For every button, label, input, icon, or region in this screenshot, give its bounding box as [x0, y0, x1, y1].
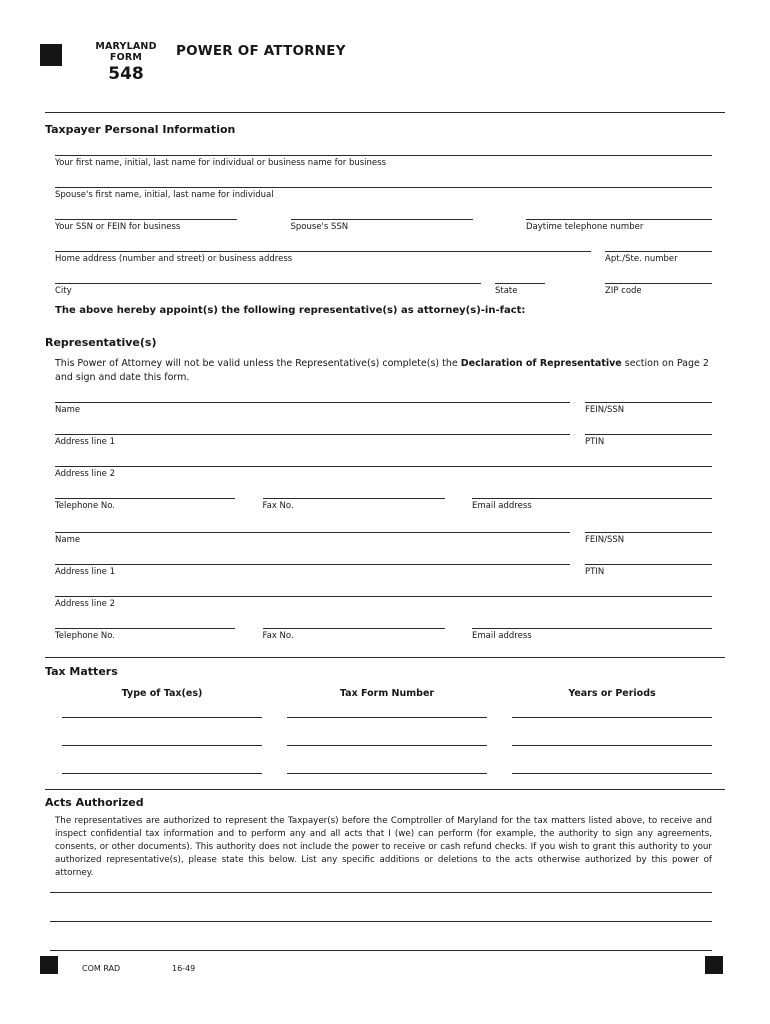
city-field[interactable]	[55, 283, 481, 296]
spouse-name-field[interactable]	[55, 187, 712, 200]
tax-form-number-field-1[interactable]	[287, 717, 487, 718]
tax-type-field-1[interactable]	[62, 717, 262, 718]
apt-number-field[interactable]	[605, 251, 712, 264]
form-word-label: FORM	[109, 51, 143, 63]
years-periods-field-1[interactable]	[512, 717, 712, 718]
field-label: Email address	[472, 501, 532, 512]
field-label: ZIP code	[605, 286, 642, 297]
taxpayer-ssn-field[interactable]	[55, 219, 237, 232]
field-label: Address line 2	[55, 469, 116, 480]
field-label: Fax No.	[262, 501, 294, 512]
field-label: Address line 1	[55, 567, 116, 578]
footer-com-rad: COM RAD	[82, 964, 121, 973]
rep1-ptin-field[interactable]	[585, 434, 712, 447]
intro-text-bold: Declaration of Representative	[460, 358, 622, 370]
field-label: Telephone No.	[55, 501, 115, 512]
field-label: Home address (number and street) or business address	[55, 254, 293, 265]
field-label: Your SSN or FEIN for business	[55, 222, 181, 233]
rep1-address1-field[interactable]	[55, 434, 570, 447]
field-label: FEIN/SSN	[585, 405, 625, 416]
field-label: Address line 2	[55, 599, 116, 610]
intro-text-pre: This Power of Attorney will not be valid unless the Representative(s) complete(s) the	[55, 358, 461, 370]
representatives-section	[0, 336, 770, 641]
tax-form-number-field-2[interactable]	[287, 745, 487, 746]
rep1-fein-ssn-field[interactable]	[585, 402, 712, 415]
field-label: Telephone No.	[55, 631, 115, 642]
years-periods-field-3[interactable]	[512, 773, 712, 774]
representatives-intro	[55, 357, 712, 384]
representatives-heading: Representative(s)	[45, 336, 157, 350]
taxpayer-section-heading: Taxpayer Personal Information	[45, 123, 236, 137]
acts-authorized-line-1[interactable]	[50, 892, 712, 893]
field-label: Name	[55, 535, 81, 546]
state-field[interactable]	[495, 283, 545, 296]
rep1-email-field[interactable]	[472, 498, 712, 511]
acts-authorized-divider	[45, 789, 725, 790]
acts-authorized-line-2[interactable]	[50, 921, 712, 922]
rep2-fax-field[interactable]	[263, 628, 445, 641]
column-header-years-or-periods: Years or Periods	[568, 688, 656, 700]
intro-text-post: section on Page 2 and sign and date this form.	[55, 358, 709, 383]
field-label: Email address	[472, 631, 532, 642]
acts-authorized-line-3[interactable]	[50, 950, 712, 951]
zip-field[interactable]	[605, 283, 712, 296]
corner-mark-bottom-left	[40, 956, 58, 974]
rep2-ptin-field[interactable]	[585, 564, 712, 577]
field-label: Daytime telephone number	[526, 222, 644, 233]
page-title: POWER OF ATTORNEY	[176, 43, 346, 59]
header-divider	[45, 112, 725, 113]
acts-authorized-section	[0, 796, 770, 951]
rep2-address2-field[interactable]	[55, 596, 712, 609]
tax-type-field-2[interactable]	[62, 745, 262, 746]
tax-matters-section	[0, 665, 770, 774]
rep2-telephone-field[interactable]	[55, 628, 235, 641]
form-header	[0, 0, 770, 84]
rep2-fein-ssn-field[interactable]	[585, 532, 712, 545]
rep1-address2-field[interactable]	[55, 466, 712, 479]
field-label: Address line 1	[55, 437, 116, 448]
field-label: PTIN	[585, 437, 605, 448]
field-label: Apt./Ste. number	[605, 254, 678, 265]
tax-matters-heading: Tax Matters	[45, 665, 118, 679]
rep1-fax-field[interactable]	[263, 498, 445, 511]
field-label: FEIN/SSN	[585, 535, 625, 546]
field-label: City	[55, 286, 72, 297]
representative-block-2	[55, 532, 712, 641]
corner-mark-bottom-right	[705, 956, 723, 974]
field-label: Fax No.	[262, 631, 294, 642]
column-header-type-of-taxes: Type of Tax(es)	[121, 688, 203, 700]
home-address-field[interactable]	[55, 251, 591, 264]
rep2-address1-field[interactable]	[55, 564, 570, 577]
rep2-name-field[interactable]	[55, 532, 570, 545]
rep1-telephone-field[interactable]	[55, 498, 235, 511]
field-label: PTIN	[585, 567, 605, 578]
field-label: Spouse's SSN	[290, 222, 349, 233]
field-label: Spouse's first name, initial, last name for individual	[55, 190, 274, 201]
acts-authorized-heading: Acts Authorized	[45, 796, 144, 810]
acts-authorized-body: The representatives are authorized to represent the Taxpayer(s) before the Comptroller of Maryland for the tax matters listed above, to receive and inspect confidential tax information and to perform any and all acts that I (we) can perform (for example, the authority to sign any agreements, consents, or other documents). This authority does not include the power to receive or cash refund checks. If you wish to grant this authority to your authorized representative(s), please state this below. List any specific additions or deletions to the acts otherwise authorized by this power of attorney.	[55, 816, 712, 879]
corner-mark-top-left	[40, 44, 62, 66]
column-header-tax-form-number: Tax Form Number	[339, 688, 435, 700]
form-state-label: MARYLAND	[95, 41, 157, 52]
tax-matters-divider	[45, 657, 725, 658]
appoint-statement: The above hereby appoint(s) the following representative(s) as attorney(s)-in-fact:	[55, 305, 526, 317]
tax-type-field-3[interactable]	[62, 773, 262, 774]
daytime-phone-field[interactable]	[526, 219, 712, 232]
field-label: Your first name, initial, last name for individual or business name for business	[55, 158, 387, 169]
years-periods-field-2[interactable]	[512, 745, 712, 746]
rep2-email-field[interactable]	[472, 628, 712, 641]
taxpayer-section	[0, 123, 770, 316]
field-label: Name	[55, 405, 81, 416]
form-number: 548	[108, 63, 144, 84]
tax-form-number-field-3[interactable]	[287, 773, 487, 774]
footer-form-code: 16-49	[172, 964, 196, 973]
rep1-name-field[interactable]	[55, 402, 570, 415]
representative-block-1	[55, 402, 712, 511]
taxpayer-name-field[interactable]	[55, 155, 712, 168]
field-label: State	[495, 286, 518, 297]
spouse-ssn-field[interactable]	[291, 219, 473, 232]
form-identifier	[86, 42, 166, 84]
